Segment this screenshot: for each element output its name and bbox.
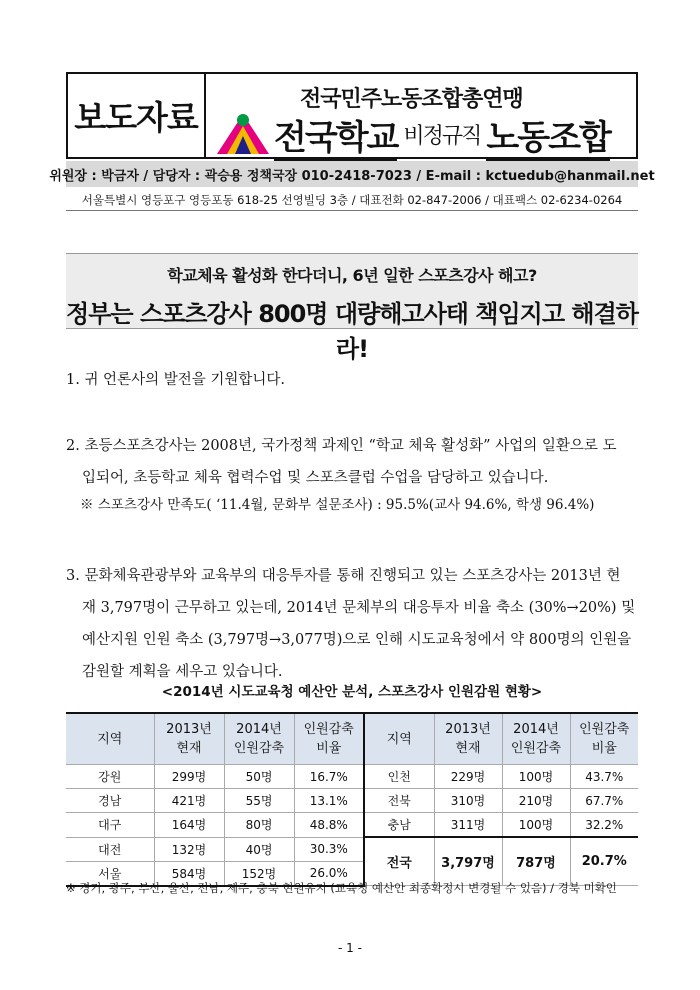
cell-ratio: 32.2% <box>570 813 638 838</box>
cell-region: 대전 <box>66 837 154 861</box>
paragraph-2 <box>66 430 638 494</box>
cell-national-cut: 787명 <box>502 837 570 886</box>
header-region: 지역 <box>66 713 154 765</box>
union-name <box>274 110 610 159</box>
cell-region: 경남 <box>66 789 154 813</box>
cell-cut: 100명 <box>502 813 570 838</box>
cell-ratio: 48.8% <box>294 813 364 838</box>
table-row <box>66 765 638 789</box>
cell-national-ratio: 20.7% <box>570 837 638 886</box>
header-ratio-2: 인원감축 비율 <box>570 713 638 765</box>
header-2014-2: 2014년 인원감축 <box>502 713 570 765</box>
union-name-part3: 노동조합 <box>486 118 609 162</box>
cell-cut: 50명 <box>224 765 294 789</box>
cell-region: 강원 <box>66 765 154 789</box>
press-release-label: 보도자료 <box>68 74 206 157</box>
paragraph-3-line-2: 재 3,797명이 근무하고 있는데, 2014년 문체부의 대응투자 비율 축소 (30%→20%) 및 <box>82 600 636 616</box>
cell-cut: 55명 <box>224 789 294 813</box>
header-2013-2: 2013년 현재 <box>434 713 502 765</box>
contact-bar: 위원장 : 박금자 / 담당자 : 곽승용 정책국장 010-2418-7023 / E-mail : kctuedub@hanmail.net <box>66 161 638 187</box>
paragraph-3 <box>66 560 638 688</box>
table-row <box>66 837 638 861</box>
table-row <box>66 789 638 813</box>
union-name-part2: 비정규직 <box>403 124 481 149</box>
cell-current: 421명 <box>154 789 224 813</box>
cell-region: 서울 <box>66 861 154 886</box>
cell-national-current: 3,797명 <box>434 837 502 886</box>
headline-sub: 학교체육 활성화 한다더니, 6년 일한 스포츠강사 해고? <box>167 266 537 285</box>
staff-reduction-table <box>66 712 638 887</box>
cell-ratio: 13.1% <box>294 789 364 813</box>
cell-cut: 80명 <box>224 813 294 838</box>
union-name-part1: 전국학교 <box>274 118 397 162</box>
cell-cut: 152명 <box>224 861 294 886</box>
headline-box <box>66 253 638 363</box>
cell-region: 대구 <box>66 813 154 838</box>
headline-main: 정부는 스포츠강사 800명 대량해고사태 책임지고 해결하라! <box>66 300 638 363</box>
cell-current: 229명 <box>434 765 502 789</box>
cell-current: 132명 <box>154 837 224 861</box>
cell-ratio: 67.7% <box>570 789 638 813</box>
union-logo-icon <box>213 112 273 156</box>
cell-ratio: 26.0% <box>294 861 364 886</box>
paragraph-3-line-4: 감원할 계획을 세우고 있습니다. <box>82 664 283 680</box>
header-region-2: 지역 <box>364 713 434 765</box>
address-line: 서울특별시 영등포구 영등포동 618-25 선영빌딩 3층 / 대표전화 02-847-2006 / 대표팩스 02-6234-0264 <box>66 190 638 211</box>
cell-ratio: 16.7% <box>294 765 364 789</box>
cell-national-region: 전국 <box>364 837 434 886</box>
cell-cut: 210명 <box>502 789 570 813</box>
press-release-header <box>66 72 638 159</box>
cell-current: 584명 <box>154 861 224 886</box>
cell-current: 299명 <box>154 765 224 789</box>
cell-current: 311명 <box>434 813 502 838</box>
table-header-row <box>66 713 638 765</box>
paragraph-3-line-1: 3. 문화체육관광부와 교육부의 대응투자를 통해 진행되고 있는 스포츠강사는 2013년 현 <box>66 568 621 584</box>
federation-name: 전국민주노동조합총연맹 <box>300 87 523 112</box>
cell-region: 인천 <box>364 765 434 789</box>
cell-current: 310명 <box>434 789 502 813</box>
cell-ratio: 30.3% <box>294 837 364 861</box>
cell-ratio: 43.7% <box>570 765 638 789</box>
paragraph-2-line-2: 입되어, 초등학교 체육 협력수업 및 스포츠클럽 수업을 담당하고 있습니다. <box>82 470 549 486</box>
cell-cut: 40명 <box>224 837 294 861</box>
table-caption: <2014년 시도교육청 예산안 분석, 스포츠강사 인원감원 현황> <box>161 684 543 700</box>
paragraph-3-line-3: 예산지원 인원 축소 (3,797명→3,077명)으로 인해 시도교육청에서 약 800명의 인원을 <box>82 632 632 648</box>
header-2013: 2013년 현재 <box>154 713 224 765</box>
cell-current: 164명 <box>154 813 224 838</box>
paragraph-1: 1. 귀 언론사의 발전을 기원합니다. <box>66 372 285 388</box>
satisfaction-note: ※ 스포츠강사 만족도( ‘11.4월, 문화부 설문조사) : 95.5%(교사 94.6%, 학생 96.4%) <box>80 497 595 513</box>
cell-region: 충남 <box>364 813 434 838</box>
header-2014: 2014년 인원감축 <box>224 713 294 765</box>
paragraph-2-line-1: 2. 초등스포츠강사는 2008년, 국가정책 과제인 “학교 체육 활성화” 사업의 일환으로 도 <box>66 438 617 454</box>
cell-cut: 100명 <box>502 765 570 789</box>
header-ratio: 인원감축 비율 <box>294 713 364 765</box>
cell-region: 전북 <box>364 789 434 813</box>
table-footnote: ※ 경기, 광주, 부산, 울산, 전남, 제주, 충북 현원유지 (교육청 예산안 최종확정시 변경될 수 있음) / 경북 미확인 <box>66 881 617 895</box>
page-number: - 1 - <box>338 941 362 955</box>
table-row <box>66 813 638 838</box>
